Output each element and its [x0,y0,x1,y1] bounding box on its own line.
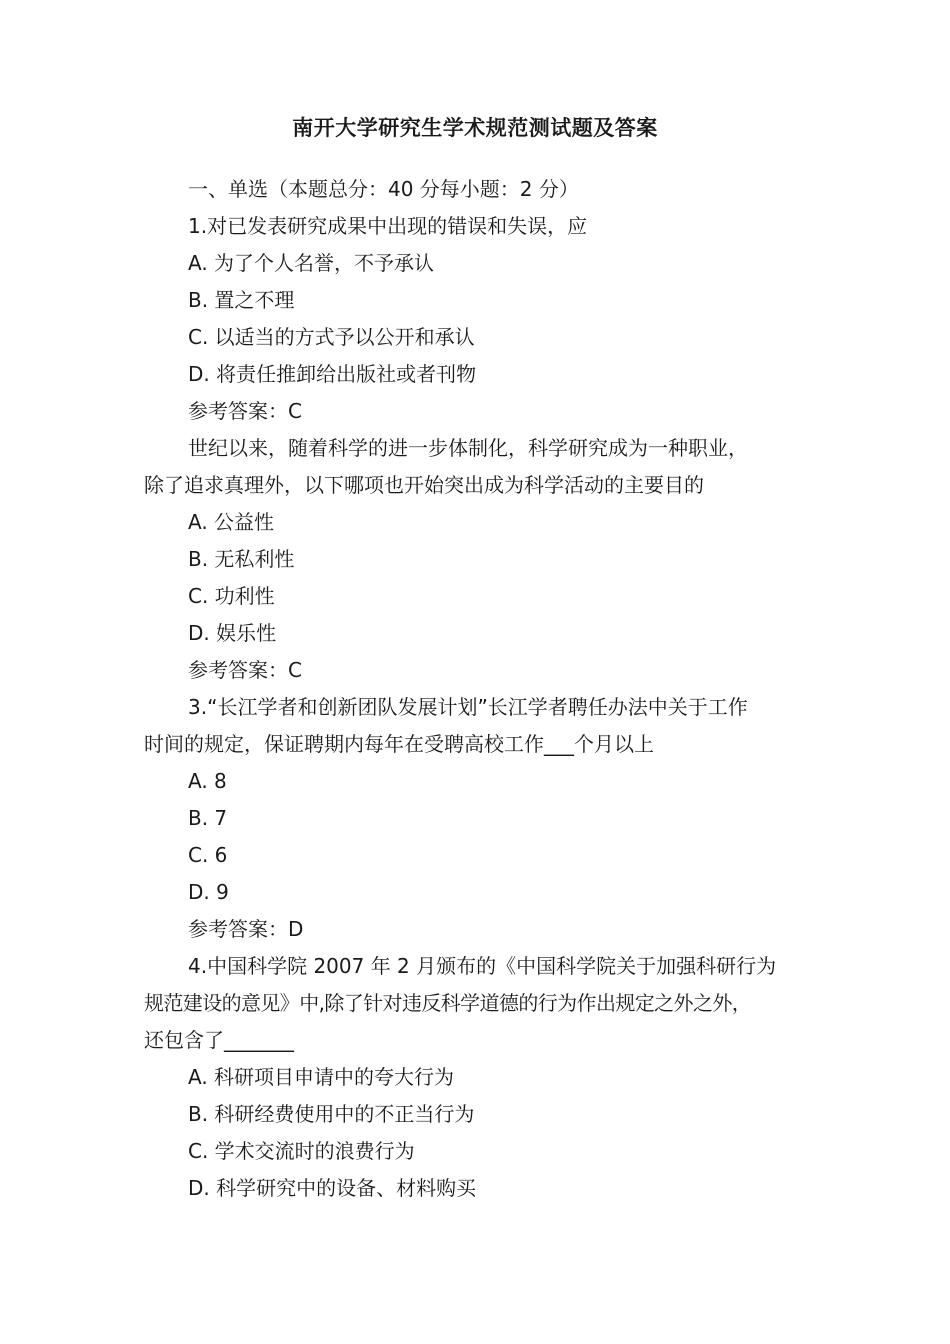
option-c: C. 功利性 [188,584,275,608]
question-2 [144,430,834,689]
option-b: B. 置之不理 [188,288,295,312]
option-c: C. 以适当的方式予以公开和承认 [188,325,475,349]
question-stem: 4.中国科学院 2007 年 2 月颁布的《中国科学院关于加强科研行为 [188,954,777,978]
question-stem: 1.对已发表研究成果中出现的错误和失误，应 [188,214,588,238]
section-heading: 一、单选（本题总分：40 分每小题：2 分） [188,177,579,201]
option-d: D. 将责任推卸给出版社或者刊物 [188,362,477,386]
option-d: D. 9 [188,880,229,904]
option-d: D. 科学研究中的设备、材料购买 [188,1176,477,1200]
option-a: A. 8 [188,769,227,793]
question-stem-continued: 规范建设的意见》中,除了针对违反科学道德的行为作出规定之外之外， [144,991,752,1015]
answer: 参考答案：C [188,658,302,682]
option-b: B. 无私利性 [188,547,295,571]
document-body [144,171,834,1207]
question-stem: 世纪以来，随着科学的进一步体制化，科学研究成为一种职业， [188,436,748,460]
option-a: A. 科研项目申请中的夸大行为 [188,1065,455,1089]
question-1 [144,208,834,430]
question-stem-continued: 除了追求真理外，以下哪项也开始突出成为科学活动的主要目的 [144,473,704,497]
option-b: B. 科研经费使用中的不正当行为 [188,1102,475,1126]
option-c: C. 6 [188,843,228,867]
answer: 参考答案：D [188,917,304,941]
question-stem-continued: 还包含了_______ [144,1028,294,1052]
option-a: A. 公益性 [188,510,275,534]
answer: 参考答案：C [188,399,302,423]
question-3 [144,689,834,948]
question-stem-continued: 时间的规定，保证聘期内每年在受聘高校工作___个月以上 [144,732,654,756]
option-a: A. 为了个人名誉，不予承认 [188,251,435,275]
question-4 [144,948,834,1207]
question-stem: 3.“长江学者和创新团队发展计划”长江学者聘任办法中关于工作 [188,695,748,719]
option-d: D. 娱乐性 [188,621,277,645]
option-c: C. 学术交流时的浪费行为 [188,1139,415,1163]
document-title: 南开大学研究生学术规范测试题及答案 [292,116,658,140]
option-b: B. 7 [188,806,228,830]
